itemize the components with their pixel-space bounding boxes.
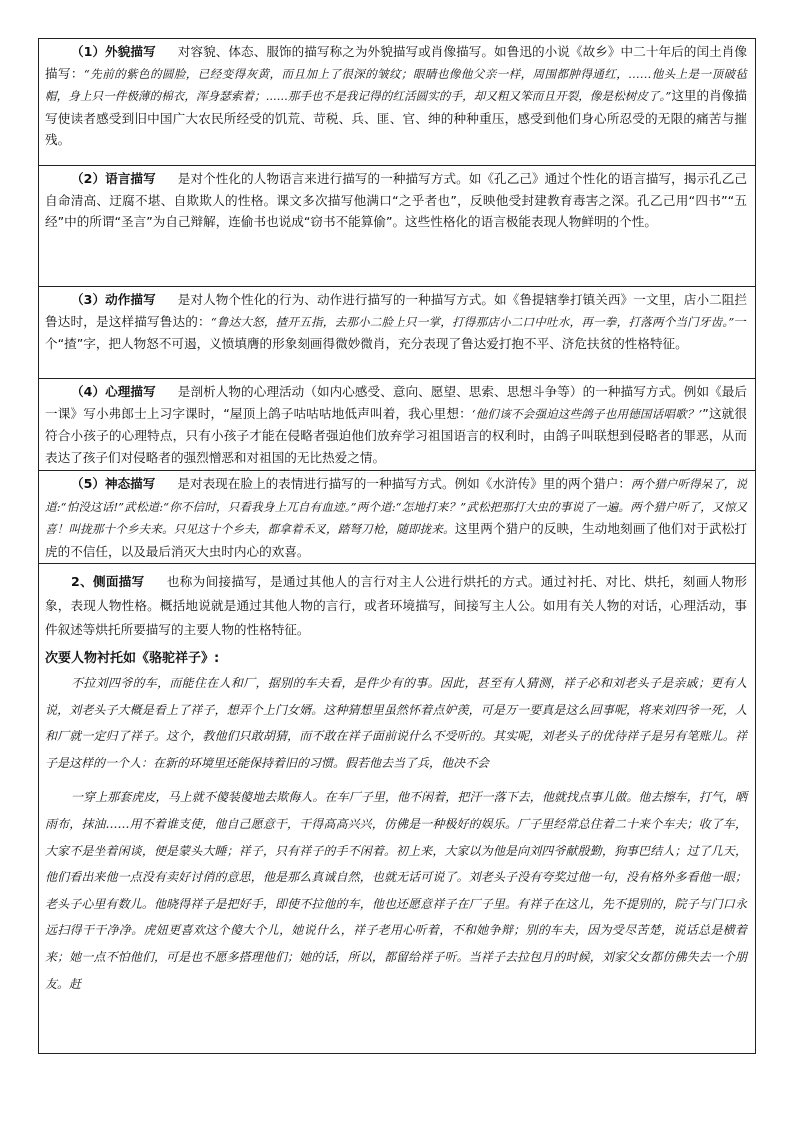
appearance-description-cell <box>39 39 755 166</box>
appearance-heading: （1）外貌描写 <box>71 44 156 59</box>
expression-heading: （5）神态描写 <box>71 476 156 491</box>
action-quote: “鲁达大怒，揸开五指，去那小二脸上只一掌，打得那店小二口中吐水，再一拳，打落两个当门牙齿。” <box>210 314 735 329</box>
expression-quote: 两个猎户听得呆了，说道:“怕没这话!”武松道:“你不信时，只看我身上兀自有血迹。”两个道:“怎地打来？”武松把那打大虫的事说了一遍。两个猎户听了，又惊又喜！叫拢那十个乡夫来。只见这十个乡夫，都拿着禾叉，踏弩刀枪，随即拢来。 <box>45 477 747 536</box>
content-table <box>38 38 756 1054</box>
appearance-analysis: 这里的肖像描写使读者感受到旧中国广大农民所经受的饥荒、苛税、兵、匪、官、绅的种种重压，感受到他们身心所忍受的无限的痛苦与摧残。 <box>45 88 747 147</box>
language-description-cell <box>39 166 755 287</box>
language-text: 是对个性化的人物语言来进行描写的一种描写方式。如《孔乙己》通过个性化的语言描写，揭示孔乙己自命清高、迂腐不堪、自欺欺人的性格。课文多次描写他满口“之乎者也”，反映他受封建教育毒害之深。孔乙己用“四书”“五经”中的所谓“圣言”为自己辩解，连偷书也说成“窃书不能算偷”。这些性格化的语言极能表现人物鲜明的个性。 <box>45 171 748 229</box>
action-analysis: 一个“揸”字，把人物怒不可遏，义愤填膺的形象刻画得微妙微肖，充分表现了鲁达爱打抱不平、济危扶贫的性格特征。 <box>45 313 748 351</box>
expression-intro: 是对表现在脸上的表情进行描写的一种描写方式。例如《水浒传》里的两个猎户： <box>177 476 631 491</box>
language-paragraph <box>45 168 747 233</box>
novel-excerpt-part-1: 不拉刘四爷的车，而能住在人和厂，据别的车夫看，是件少有的事。因此，甚至有人猜测，祥子必和刘老头子是亲戚；更有人说，刘老头子大概是看上了祥子，想弄个上门女婿。这种猜想里虽然怀着点妒羡，可是万一要真是这么回事呢，将来刘四爷一死，人和厂就一定归了祥子。这个，教他们只敢胡猜，而不敢在祥子面前说什么不受听的。其实呢，刘老头子的优待祥子是另有笔账儿。祥子是这样的一个人：在新的环境里还能保持着旧的习惯。假若他去当了兵，他决不会 <box>45 676 747 770</box>
mind-heading: （4）心理描写 <box>71 384 156 399</box>
language-heading: （2）语言描写 <box>71 171 156 186</box>
mind-analysis: ”这就很符合小孩子的心理特点，只有小孩子才能在侵略者强迫他们放弃学习祖国语言的权利时，由鸽子叫联想到侵略者的罪恶，从而表达了孩子们对侵略者的强烈憎恶和对祖国的无比热爱之情。 <box>45 405 748 465</box>
indirect-text: 也称为间接描写，是通过其他人的言行对主人公进行烘托的方式。通过衬托、对比、烘托，刻画人物形象，表现人物性格。概括地说就是通过其他人物的言行，或者环境描写，间接写主人公。如用有关人物的对话，心理活动，事件叙述等烘托所要描写的主要人物的性格特征。 <box>45 574 747 637</box>
expression-paragraph <box>45 473 747 562</box>
appearance-quote: “先前的紫色的圆脸，已经变得灰黄，而且加上了很深的皱纹；眼睛也像他父亲一样，周围都肿得通红，……他头上是一顶破毡帽，身上只一件极薄的棉衣，浑身瑟索着；......那手也不是我记得的红活圆实的手，却又粗又笨而且开裂，像是松树皮了。” <box>45 66 748 103</box>
appearance-paragraph <box>45 41 747 151</box>
mind-intro: 是剖析人物的心理活动（如内心感受、意向、愿望、思索、思想斗争等）的一种描写方式。例如《最后一课》写小弗郎士上习字课时，“屋顶上鸽子咕咕咕地低声叫着，我心里想： <box>45 384 748 421</box>
expression-description-cell <box>39 471 755 564</box>
novel-excerpt-part-2: 一穿上那套虎皮，马上就不傻装傻地去欺侮人。在车厂子里，他不闲着，把汗一落下去，他就找点事儿做。他去擦车，打气，晒雨布，抹油……用不着谁支使，他自己愿意干，干得高高兴兴，仿佛是一种极好的娱乐。厂子里经常总住着二十来个车夫；收了车，大家不是坐着闲谈，便是蒙头大睡；祥子，只有祥子的手不闲着。初上来，大家以为他是向刘四爷献殷勤，狗事巴结人；过了几天，他们看出来他一点没有卖好讨俏的意思，他是那么真诚自然，也就无话可说了。刘老头子没有夸奖过他一句，没有格外多看他一眼；老头子心里有数儿。他晓得祥子是把好手，即使不拉他的车，他也还愿意祥子在厂子里。有祥子在这儿，先不提别的，院子与门口永远扫得干干净净。虎妞更喜欢这个傻大个儿，她说什么，祥子老用心听着，不和她争辩；别的车夫，因为受尽苦楚，说话总是横着来；她一点不怕他们，可是也不愿多搭理他们；她的话，所以，都留给祥子听。当祥子去拉包月的时候，刘家父女都仿佛失去一个朋友。赶 <box>45 790 747 991</box>
action-intro: 是对人物个性化的行为、动作进行描写的一种描写方式。如《鲁提辖拳打镇关西》一文里，店小二阻拦鲁达时，是这样描写鲁达的： <box>45 292 748 329</box>
appearance-intro: 对容貌、体态、服饰的描写称之为外貌描写或肖像描写。如鲁迅的小说《故乡》中二十年后的闰土肖像描写： <box>45 44 748 81</box>
mind-paragraph <box>45 381 747 468</box>
indirect-paragraph <box>45 570 747 642</box>
action-description-cell <box>39 287 755 379</box>
mind-quote: ‘他们该不会强迫这些鸽子也用德国话唱歌？’ <box>471 406 703 421</box>
action-paragraph <box>45 289 747 355</box>
mind-description-cell <box>39 379 755 471</box>
indirect-heading: 2、侧面描写 <box>71 574 145 589</box>
camel-xiangzi-subheading: 次要人物衬托如《骆驼祥子》: <box>45 651 220 666</box>
indirect-description-cell <box>39 564 755 1053</box>
action-heading: （3）动作描写 <box>71 292 156 307</box>
expression-analysis: 这里两个猎户的反映，生动地刻画了他们对于武松打虎的不信任，以及最后消灭大虫时内心的欢喜。 <box>45 521 747 559</box>
